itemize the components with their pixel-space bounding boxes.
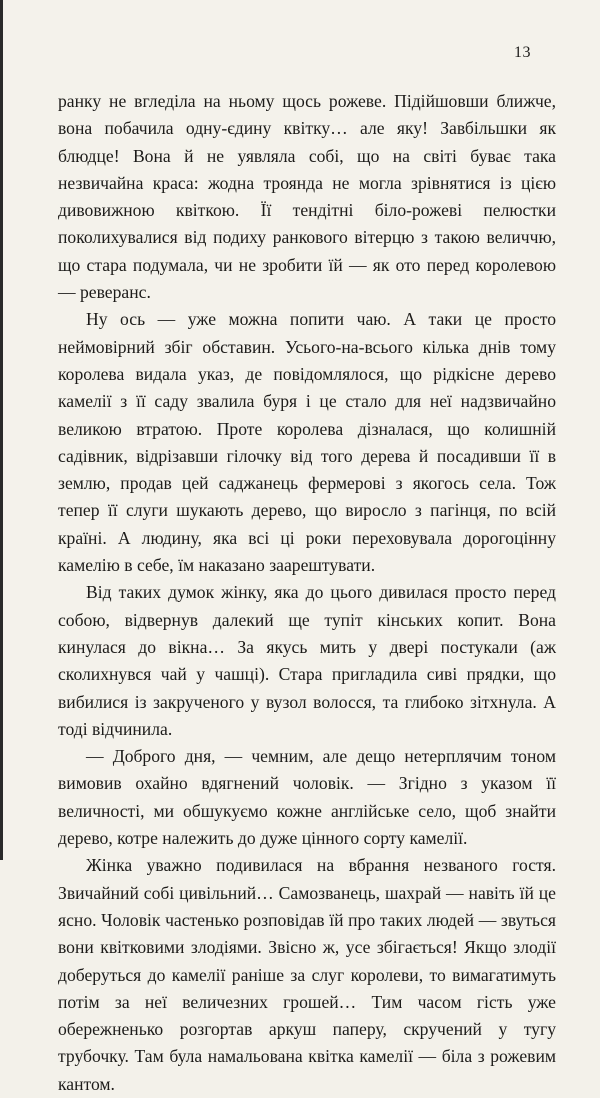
paragraph-2: Ну ось — уже можна попити чаю. А таки це просто неймовірний збіг обставин. Усього-на-всього кілька днів тому королева видала указ, де повідомлялося, що рідкісне дерево камелії з її саду звалила буря і це стало для неї надзвичайно великою втратою. Проте королева дізналася, що колишній садівник, відрізавши гілочку від того дерева й посадивши її в землю, продав цей саджанець фермерові з якогось села. Тож тепер її слуги шукають дерево, що виросло з пагінця, по всій країні. А людину, яка всі ці роки переховувала дорогоцінну камелію в себе, їм наказано заарештувати. [58, 309, 556, 576]
paragraph-4: — Доброго дня, — чемним, але дещо нетерплячим тоном вимовив охайно вдягнений чоловік. — Згідно з указом її величності, ми обшукуємо кожне англійське село, щоб знайти дерево, котре належить до дуже цінного сорту камелії. [58, 746, 556, 849]
paragraph-3: Від таких думок жінку, яка до цього дивилася просто перед собою, відвернув далекий ще тупіт кінських копит. Вона кинулася до вікна… За якусь мить у двері постукали (аж сколихнувся чай у чашці). Стара пригладила сиві прядки, що вибилися із закрученого у вузол волосся, та глибоко зітхнула. А тоді відчинила. [58, 582, 556, 739]
paragraph-5: Жінка уважно подивилася на вбрання незваного гостя. Звичайний собі цивільний… Самозванець, шахрай — навіть їй це ясно. Чоловік частенько розповідав їй про таких людей — звуться вони квітковими злодіями. Звісно ж, усе збігається! Якщо злодії доберуться до камелії раніше за слуг королеви, то вимагатимуть потім за неї величезних грошей… Тим часом гість уже обережненько розгортав аркуш паперу, скручений у тугу трубочку. Там була намальована квітка камелії — біла з рожевим кантом. [58, 855, 556, 1094]
paragraph-1: ранку не вгледіла на ньому щось рожеве. Підійшовши ближче, вона побачила одну-єдину квітку… але яку! Завбільшки як блюдце! Вона й не уявляла собі, що на світі буває така незвичайна краса: жодна троянда не могла зрівнятися із цією дивовижною квіткою. Її тендітні біло-рожеві пелюстки поколихувалися від подиху ранкового вітерцю з такою величчю, що стара подумала, чи не зробити їй — як ото перед королевою — реверанс. [58, 91, 556, 303]
body-text [58, 88, 556, 1098]
page-number: 13 [514, 44, 531, 61]
